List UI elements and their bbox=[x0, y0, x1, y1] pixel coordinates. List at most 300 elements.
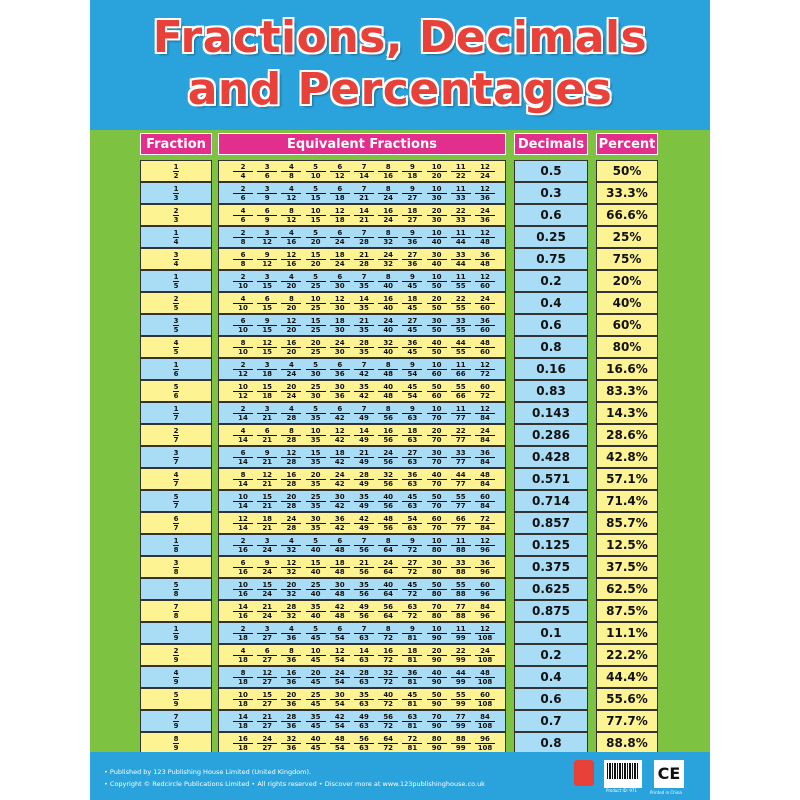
equivalent-fraction: $\frac{14}{49}$ bbox=[354, 427, 374, 444]
equivalent-fraction: $\frac{50}{60}$ bbox=[427, 383, 447, 400]
equivalent-fraction: $\frac{10}{12}$ bbox=[233, 383, 253, 400]
equivalent-fraction: $\frac{16}{40}$ bbox=[378, 295, 398, 312]
equivalent-fractions-cell bbox=[218, 292, 506, 314]
equivalent-fraction: $\frac{4}{20}$ bbox=[281, 273, 301, 290]
equivalent-fraction: $\frac{40}{64}$ bbox=[378, 581, 398, 598]
equivalent-fraction: $\frac{10}{30}$ bbox=[427, 185, 447, 202]
equivalent-fraction: $\frac{4}{16}$ bbox=[281, 229, 301, 246]
percent-cell: 60% bbox=[596, 314, 658, 336]
fraction-cell bbox=[140, 270, 212, 292]
decimal-cell: 0.125 bbox=[514, 534, 588, 556]
equivalent-fraction: $\frac{4}{32}$ bbox=[281, 537, 301, 554]
base-fraction: $\frac{7}{8}$ bbox=[173, 603, 179, 620]
equivalent-fraction: $\frac{30}{40}$ bbox=[427, 251, 447, 268]
equivalent-fraction: $\frac{7}{56}$ bbox=[354, 537, 374, 554]
equivalent-fraction: $\frac{2}{18}$ bbox=[233, 625, 253, 642]
equivalent-fraction: $\frac{55}{66}$ bbox=[451, 383, 471, 400]
table-row bbox=[140, 160, 658, 182]
equivalent-fractions-cell bbox=[218, 270, 506, 292]
equivalent-fraction: $\frac{16}{18}$ bbox=[233, 735, 253, 752]
equivalent-fraction: $\frac{4}{36}$ bbox=[281, 625, 301, 642]
equivalent-fraction: $\frac{9}{36}$ bbox=[402, 229, 422, 246]
equivalent-fraction: $\frac{10}{90}$ bbox=[427, 625, 447, 642]
equivalent-fraction: $\frac{36}{63}$ bbox=[402, 471, 422, 488]
equivalent-fraction: $\frac{10}{25}$ bbox=[306, 295, 326, 312]
equivalent-fraction: $\frac{22}{99}$ bbox=[451, 647, 471, 664]
equivalent-fraction: $\frac{28}{35}$ bbox=[354, 339, 374, 356]
title-line-2: and Percentages bbox=[187, 64, 613, 115]
equivalent-fraction: $\frac{6}{18}$ bbox=[330, 185, 350, 202]
equivalent-fraction: $\frac{7}{42}$ bbox=[354, 361, 374, 378]
equivalent-fraction: $\frac{15}{21}$ bbox=[257, 493, 277, 510]
equivalent-fraction: $\frac{11}{66}$ bbox=[451, 361, 471, 378]
decimal-cell: 0.875 bbox=[514, 600, 588, 622]
percent-cell: 22.2% bbox=[596, 644, 658, 666]
equivalent-fractions-cell bbox=[218, 666, 506, 688]
fraction-cell bbox=[140, 204, 212, 226]
base-fraction: $\frac{1}{4}$ bbox=[173, 229, 179, 246]
equivalent-fraction: $\frac{24}{60}$ bbox=[475, 295, 495, 312]
equivalent-fraction: $\frac{24}{32}$ bbox=[378, 251, 398, 268]
equivalent-fraction: $\frac{32}{72}$ bbox=[378, 669, 398, 686]
fraction-cell bbox=[140, 402, 212, 424]
equivalent-fraction: $\frac{7}{28}$ bbox=[354, 229, 374, 246]
equivalent-fraction: $\frac{35}{45}$ bbox=[306, 713, 326, 730]
table-row bbox=[140, 446, 658, 468]
equivalent-fraction: $\frac{60}{96}$ bbox=[475, 581, 495, 598]
decimal-cell: 0.6 bbox=[514, 688, 588, 710]
equivalent-fraction: $\frac{4}{10}$ bbox=[233, 295, 253, 312]
equivalent-fraction: $\frac{24}{42}$ bbox=[330, 471, 350, 488]
equivalent-fraction: $\frac{12}{24}$ bbox=[475, 163, 495, 180]
equivalent-fraction: $\frac{5}{20}$ bbox=[306, 229, 326, 246]
equivalent-fraction: $\frac{42}{48}$ bbox=[330, 603, 350, 620]
percent-cell: 87.5% bbox=[596, 600, 658, 622]
equivalent-fraction: $\frac{20}{50}$ bbox=[427, 295, 447, 312]
base-fraction: $\frac{8}{9}$ bbox=[173, 735, 179, 752]
equivalent-fraction: $\frac{55}{99}$ bbox=[451, 691, 471, 708]
equivalent-fraction: $\frac{96}{108}$ bbox=[475, 735, 495, 752]
equivalent-fraction: $\frac{4}{14}$ bbox=[233, 427, 253, 444]
fraction-cell bbox=[140, 512, 212, 534]
equivalent-fraction: $\frac{4}{24}$ bbox=[281, 361, 301, 378]
equivalent-fraction: $\frac{50}{80}$ bbox=[427, 581, 447, 598]
equivalent-fraction: $\frac{8}{48}$ bbox=[378, 361, 398, 378]
equivalent-fraction: $\frac{12}{96}$ bbox=[475, 537, 495, 554]
equivalent-fraction: $\frac{25}{35}$ bbox=[306, 493, 326, 510]
base-fraction: $\frac{5}{8}$ bbox=[173, 581, 179, 598]
equivalent-fraction: $\frac{20}{35}$ bbox=[306, 471, 326, 488]
equivalent-fraction: $\frac{36}{60}$ bbox=[475, 317, 495, 334]
percent-cell: 28.6% bbox=[596, 424, 658, 446]
percent-cell: 42.8% bbox=[596, 446, 658, 468]
equivalent-fraction: $\frac{12}{20}$ bbox=[281, 317, 301, 334]
percent-cell: 71.4% bbox=[596, 490, 658, 512]
decimal-cell: 0.8 bbox=[514, 336, 588, 358]
equivalent-fraction: $\frac{21}{24}$ bbox=[257, 603, 277, 620]
equivalent-fraction: $\frac{10}{20}$ bbox=[427, 163, 447, 180]
percent-cell: 14.3% bbox=[596, 402, 658, 424]
equivalent-fraction: $\frac{15}{20}$ bbox=[306, 251, 326, 268]
fractions-table bbox=[140, 133, 658, 750]
equivalent-fraction: $\frac{6}{27}$ bbox=[257, 647, 277, 664]
equivalent-fraction: $\frac{14}{16}$ bbox=[233, 603, 253, 620]
equivalent-fraction: $\frac{35}{56}$ bbox=[354, 581, 374, 598]
fraction-cell bbox=[140, 226, 212, 248]
base-fraction: $\frac{1}{7}$ bbox=[173, 405, 179, 422]
equivalent-fraction: $\frac{10}{14}$ bbox=[233, 493, 253, 510]
base-fraction: $\frac{3}{4}$ bbox=[173, 251, 179, 268]
percent-cell: 37.5% bbox=[596, 556, 658, 578]
fraction-cell bbox=[140, 248, 212, 270]
equivalent-fraction: $\frac{4}{6}$ bbox=[233, 207, 253, 224]
equivalent-fractions-cell bbox=[218, 710, 506, 732]
percent-cell: 83.3% bbox=[596, 380, 658, 402]
table-row bbox=[140, 710, 658, 732]
equivalent-fraction: $\frac{6}{21}$ bbox=[257, 427, 277, 444]
equivalent-fraction: $\frac{14}{35}$ bbox=[354, 295, 374, 312]
equivalent-fraction: $\frac{15}{40}$ bbox=[306, 559, 326, 576]
equivalent-fraction: $\frac{60}{84}$ bbox=[475, 493, 495, 510]
equivalent-fraction: $\frac{50}{90}$ bbox=[427, 691, 447, 708]
base-fraction: $\frac{4}{5}$ bbox=[173, 339, 179, 356]
equivalent-fraction: $\frac{30}{42}$ bbox=[330, 493, 350, 510]
equivalent-fraction: $\frac{30}{54}$ bbox=[330, 691, 350, 708]
equivalent-fraction: $\frac{4}{18}$ bbox=[233, 647, 253, 664]
equivalent-fraction: $\frac{22}{33}$ bbox=[451, 207, 471, 224]
equivalent-fraction: $\frac{28}{32}$ bbox=[281, 603, 301, 620]
equivalent-fraction: $\frac{6}{24}$ bbox=[330, 229, 350, 246]
fraction-cell bbox=[140, 292, 212, 314]
equivalent-fraction: $\frac{40}{90}$ bbox=[427, 669, 447, 686]
equivalent-fraction: $\frac{24}{30}$ bbox=[330, 339, 350, 356]
equivalent-fraction: $\frac{6}{8}$ bbox=[233, 251, 253, 268]
equivalent-fraction: $\frac{2}{4}$ bbox=[233, 163, 253, 180]
table-row bbox=[140, 204, 658, 226]
equivalent-fractions-cell bbox=[218, 600, 506, 622]
equivalent-fraction: $\frac{12}{16}$ bbox=[281, 251, 301, 268]
equivalent-fractions-cell bbox=[218, 490, 506, 512]
equivalent-fraction: $\frac{32}{36}$ bbox=[281, 735, 301, 752]
equivalent-fraction: $\frac{9}{72}$ bbox=[402, 537, 422, 554]
equivalent-fraction: $\frac{21}{27}$ bbox=[257, 713, 277, 730]
equivalent-fractions-cell bbox=[218, 534, 506, 556]
equivalent-fractions-cell bbox=[218, 380, 506, 402]
equivalent-fraction: $\frac{20}{28}$ bbox=[281, 493, 301, 510]
equivalent-fraction: $\frac{20}{45}$ bbox=[306, 669, 326, 686]
equivalent-fraction: $\frac{10}{40}$ bbox=[427, 229, 447, 246]
equivalent-fraction: $\frac{20}{24}$ bbox=[281, 383, 301, 400]
equivalent-fraction: $\frac{40}{70}$ bbox=[427, 471, 447, 488]
equivalent-fraction: $\frac{9}{21}$ bbox=[257, 449, 277, 466]
equivalent-fraction: $\frac{28}{36}$ bbox=[281, 713, 301, 730]
equivalent-fraction: $\frac{8}{16}$ bbox=[378, 163, 398, 180]
equivalent-fraction: $\frac{28}{63}$ bbox=[354, 669, 374, 686]
percent-cell: 62.5% bbox=[596, 578, 658, 600]
equivalent-fraction: $\frac{6}{12}$ bbox=[330, 163, 350, 180]
equivalent-fractions-cell bbox=[218, 732, 506, 754]
equivalent-fraction: $\frac{24}{84}$ bbox=[475, 427, 495, 444]
equivalent-fraction: $\frac{10}{35}$ bbox=[306, 427, 326, 444]
equivalent-fraction: $\frac{6}{42}$ bbox=[330, 405, 350, 422]
equivalent-fraction: $\frac{7}{63}$ bbox=[354, 625, 374, 642]
equivalent-fraction: $\frac{10}{80}$ bbox=[427, 537, 447, 554]
equivalent-fractions-cell bbox=[218, 314, 506, 336]
base-fraction: $\frac{1}{3}$ bbox=[173, 185, 179, 202]
equivalent-fraction: $\frac{24}{108}$ bbox=[475, 647, 495, 664]
equivalent-fraction: $\frac{8}{64}$ bbox=[378, 537, 398, 554]
decimal-cell: 0.375 bbox=[514, 556, 588, 578]
equivalent-fraction: $\frac{33}{77}$ bbox=[451, 449, 471, 466]
fraction-cell bbox=[140, 644, 212, 666]
equivalent-fraction: $\frac{12}{48}$ bbox=[475, 229, 495, 246]
percent-cell: 55.6% bbox=[596, 688, 658, 710]
equivalent-fraction: $\frac{6}{36}$ bbox=[330, 361, 350, 378]
base-fraction: $\frac{6}{7}$ bbox=[173, 515, 179, 532]
equivalent-fraction: $\frac{12}{21}$ bbox=[257, 471, 277, 488]
equivalent-fraction: $\frac{30}{36}$ bbox=[330, 383, 350, 400]
decimal-cell: 0.625 bbox=[514, 578, 588, 600]
percent-cell: 44.4% bbox=[596, 666, 658, 688]
equivalent-fraction: $\frac{49}{63}$ bbox=[354, 713, 374, 730]
equivalent-fraction: $\frac{42}{49}$ bbox=[354, 515, 374, 532]
equivalent-fraction: $\frac{9}{12}$ bbox=[257, 251, 277, 268]
base-fraction: $\frac{2}{9}$ bbox=[173, 647, 179, 664]
equivalent-fraction: $\frac{88}{99}$ bbox=[451, 735, 471, 752]
table-row bbox=[140, 358, 658, 380]
table-row bbox=[140, 688, 658, 710]
equivalent-fraction: $\frac{15}{35}$ bbox=[306, 449, 326, 466]
equivalent-fraction: $\frac{12}{84}$ bbox=[475, 405, 495, 422]
equivalent-fraction: $\frac{5}{35}$ bbox=[306, 405, 326, 422]
equivalent-fraction: $\frac{33}{55}$ bbox=[451, 317, 471, 334]
base-fraction: $\frac{1}{9}$ bbox=[173, 625, 179, 642]
base-fraction: $\frac{1}{6}$ bbox=[173, 361, 179, 378]
copyright-note: • Copyright © Redcircle Publications Limited • All rights reserved • Discover more at www.123publishinghouse.co.uk bbox=[104, 780, 485, 788]
table-row bbox=[140, 380, 658, 402]
equivalent-fraction: $\frac{16}{72}$ bbox=[378, 647, 398, 664]
equivalent-fraction: $\frac{40}{56}$ bbox=[378, 493, 398, 510]
equivalent-fraction: $\frac{22}{55}$ bbox=[451, 295, 471, 312]
equivalent-fraction: $\frac{84}{108}$ bbox=[475, 713, 495, 730]
table-row bbox=[140, 270, 658, 292]
table-row bbox=[140, 622, 658, 644]
decimal-cell: 0.143 bbox=[514, 402, 588, 424]
decimal-cell: 0.16 bbox=[514, 358, 588, 380]
fraction-cell bbox=[140, 710, 212, 732]
equivalent-fraction: $\frac{8}{36}$ bbox=[281, 647, 301, 664]
equivalent-fraction: $\frac{30}{50}$ bbox=[427, 317, 447, 334]
fraction-cell bbox=[140, 490, 212, 512]
decimal-cell: 0.75 bbox=[514, 248, 588, 270]
percent-cell: 11.1% bbox=[596, 622, 658, 644]
equivalent-fraction: $\frac{60}{108}$ bbox=[475, 691, 495, 708]
equivalent-fraction: $\frac{5}{15}$ bbox=[306, 185, 326, 202]
equivalent-fractions-cell bbox=[218, 204, 506, 226]
equivalent-fraction: $\frac{3}{12}$ bbox=[257, 229, 277, 246]
equivalent-fraction: $\frac{12}{18}$ bbox=[330, 207, 350, 224]
equivalent-fraction: $\frac{2}{8}$ bbox=[233, 229, 253, 246]
equivalent-fraction: $\frac{12}{54}$ bbox=[330, 647, 350, 664]
equivalent-fraction: $\frac{36}{45}$ bbox=[402, 339, 422, 356]
equivalent-fraction: $\frac{18}{45}$ bbox=[402, 295, 422, 312]
table-row bbox=[140, 468, 658, 490]
equivalent-fraction: $\frac{25}{30}$ bbox=[306, 383, 326, 400]
equivalent-fraction: $\frac{30}{70}$ bbox=[427, 449, 447, 466]
equivalent-fractions-cell bbox=[218, 248, 506, 270]
equivalent-fraction: $\frac{8}{28}$ bbox=[281, 427, 301, 444]
equivalent-fraction: $\frac{12}{28}$ bbox=[281, 449, 301, 466]
equivalent-fraction: $\frac{9}{27}$ bbox=[402, 185, 422, 202]
equivalent-fraction: $\frac{18}{63}$ bbox=[402, 427, 422, 444]
fraction-cell bbox=[140, 468, 212, 490]
base-fraction: $\frac{5}{9}$ bbox=[173, 691, 179, 708]
equivalent-fraction: $\frac{27}{45}$ bbox=[402, 317, 422, 334]
equivalent-fraction: $\frac{6}{15}$ bbox=[257, 295, 277, 312]
equivalent-fraction: $\frac{27}{63}$ bbox=[402, 449, 422, 466]
equivalent-fraction: $\frac{18}{30}$ bbox=[330, 317, 350, 334]
equivalent-fraction: $\frac{20}{25}$ bbox=[306, 339, 326, 356]
equivalent-fraction: $\frac{3}{27}$ bbox=[257, 625, 277, 642]
equivalent-fraction: $\frac{15}{18}$ bbox=[257, 383, 277, 400]
equivalent-fraction: $\frac{18}{24}$ bbox=[330, 251, 350, 268]
equivalent-fraction: $\frac{10}{16}$ bbox=[233, 581, 253, 598]
equivalent-fraction: $\frac{11}{77}$ bbox=[451, 405, 471, 422]
equivalent-fraction: $\frac{10}{60}$ bbox=[427, 361, 447, 378]
equivalent-fraction: $\frac{30}{48}$ bbox=[330, 581, 350, 598]
equivalent-fractions-cell bbox=[218, 468, 506, 490]
decimal-cell: 0.83 bbox=[514, 380, 588, 402]
equivalent-fraction: $\frac{6}{10}$ bbox=[233, 317, 253, 334]
equivalent-fractions-cell bbox=[218, 622, 506, 644]
equivalent-fraction: $\frac{55}{77}$ bbox=[451, 493, 471, 510]
fraction-cell bbox=[140, 380, 212, 402]
table-row bbox=[140, 644, 658, 666]
base-fraction: $\frac{4}{9}$ bbox=[173, 669, 179, 686]
fraction-cell bbox=[140, 578, 212, 600]
equivalent-fraction: $\frac{45}{63}$ bbox=[402, 493, 422, 510]
equivalent-fraction: $\frac{56}{72}$ bbox=[378, 713, 398, 730]
equivalent-fraction: $\frac{20}{90}$ bbox=[427, 647, 447, 664]
equivalent-fraction: $\frac{48}{84}$ bbox=[475, 471, 495, 488]
equivalent-fraction: $\frac{5}{40}$ bbox=[306, 537, 326, 554]
base-fraction: $\frac{2}{5}$ bbox=[173, 295, 179, 312]
equivalent-fraction: $\frac{22}{77}$ bbox=[451, 427, 471, 444]
equivalent-fraction: $\frac{64}{72}$ bbox=[378, 735, 398, 752]
equivalent-fraction: $\frac{18}{81}$ bbox=[402, 647, 422, 664]
equivalent-fraction: $\frac{15}{24}$ bbox=[257, 581, 277, 598]
table-row bbox=[140, 226, 658, 248]
table-row bbox=[140, 402, 658, 424]
equivalent-fraction: $\frac{48}{60}$ bbox=[475, 339, 495, 356]
percent-cell: 57.1% bbox=[596, 468, 658, 490]
product-code: Product ID: 971 bbox=[606, 788, 637, 793]
equivalent-fraction: $\frac{11}{33}$ bbox=[451, 185, 471, 202]
equivalent-fraction: $\frac{48}{56}$ bbox=[378, 515, 398, 532]
base-fraction: $\frac{1}{5}$ bbox=[173, 273, 179, 290]
equivalent-fraction: $\frac{30}{35}$ bbox=[306, 515, 326, 532]
equivalent-fraction: $\frac{8}{20}$ bbox=[281, 295, 301, 312]
equivalent-fractions-cell bbox=[218, 402, 506, 424]
equivalent-fraction: $\frac{12}{14}$ bbox=[233, 515, 253, 532]
percent-cell: 75% bbox=[596, 248, 658, 270]
fraction-cell bbox=[140, 160, 212, 182]
equivalent-fraction: $\frac{36}{48}$ bbox=[475, 251, 495, 268]
percent-cell: 25% bbox=[596, 226, 658, 248]
percent-cell: 80% bbox=[596, 336, 658, 358]
equivalent-fraction: $\frac{20}{30}$ bbox=[427, 207, 447, 224]
table-row bbox=[140, 534, 658, 556]
equivalent-fraction: $\frac{8}{56}$ bbox=[378, 405, 398, 422]
barcode-icon bbox=[604, 760, 642, 788]
equivalent-fraction: $\frac{30}{80}$ bbox=[427, 559, 447, 576]
equivalent-fraction: $\frac{3}{18}$ bbox=[257, 361, 277, 378]
origin-note: Printed in China bbox=[650, 790, 682, 795]
fraction-cell bbox=[140, 556, 212, 578]
equivalent-fraction: $\frac{42}{54}$ bbox=[330, 713, 350, 730]
equivalent-fraction: $\frac{12}{36}$ bbox=[475, 185, 495, 202]
equivalent-fraction: $\frac{7}{35}$ bbox=[354, 273, 374, 290]
equivalent-fraction: $\frac{44}{77}$ bbox=[451, 471, 471, 488]
equivalent-fraction: $\frac{21}{49}$ bbox=[354, 449, 374, 466]
equivalent-fractions-cell bbox=[218, 644, 506, 666]
equivalent-fraction: $\frac{36}{84}$ bbox=[475, 449, 495, 466]
equivalent-fraction: $\frac{8}{32}$ bbox=[378, 229, 398, 246]
fraction-cell bbox=[140, 182, 212, 204]
equivalent-fraction: $\frac{18}{48}$ bbox=[330, 559, 350, 576]
decimal-cell: 0.6 bbox=[514, 314, 588, 336]
equivalent-fraction: $\frac{12}{60}$ bbox=[475, 273, 495, 290]
equivalent-fraction: $\frac{2}{6}$ bbox=[233, 185, 253, 202]
equivalent-fraction: $\frac{24}{40}$ bbox=[378, 317, 398, 334]
equivalent-fractions-cell bbox=[218, 424, 506, 446]
equivalent-fraction: $\frac{35}{40}$ bbox=[306, 603, 326, 620]
decimal-cell: 0.4 bbox=[514, 666, 588, 688]
equivalent-fraction: $\frac{25}{45}$ bbox=[306, 691, 326, 708]
equivalent-fraction: $\frac{14}{18}$ bbox=[233, 713, 253, 730]
equivalent-fraction: $\frac{15}{25}$ bbox=[306, 317, 326, 334]
equivalent-fractions-cell bbox=[218, 556, 506, 578]
equivalent-fraction: $\frac{16}{24}$ bbox=[378, 207, 398, 224]
equivalent-fraction: $\frac{8}{12}$ bbox=[281, 207, 301, 224]
table-row bbox=[140, 732, 658, 754]
equivalent-fraction: $\frac{33}{44}$ bbox=[451, 251, 471, 268]
fraction-cell bbox=[140, 446, 212, 468]
equivalent-fraction: $\frac{77}{99}$ bbox=[451, 713, 471, 730]
equivalent-fraction: $\frac{16}{28}$ bbox=[281, 471, 301, 488]
equivalent-fraction: $\frac{24}{36}$ bbox=[475, 207, 495, 224]
decimal-cell: 0.5 bbox=[514, 160, 588, 182]
equivalent-fraction: $\frac{44}{55}$ bbox=[451, 339, 471, 356]
equivalent-fraction: $\frac{4}{8}$ bbox=[281, 163, 301, 180]
equivalent-fraction: $\frac{66}{77}$ bbox=[451, 515, 471, 532]
equivalent-fraction: $\frac{5}{25}$ bbox=[306, 273, 326, 290]
table-row bbox=[140, 424, 658, 446]
equivalent-fraction: $\frac{12}{30}$ bbox=[330, 295, 350, 312]
equivalent-fraction: $\frac{2}{16}$ bbox=[233, 537, 253, 554]
equivalent-fraction: $\frac{60}{70}$ bbox=[427, 515, 447, 532]
equivalent-fraction: $\frac{33}{88}$ bbox=[451, 559, 471, 576]
equivalent-fraction: $\frac{5}{45}$ bbox=[306, 625, 326, 642]
base-fraction: $\frac{3}{5}$ bbox=[173, 317, 179, 334]
table-row bbox=[140, 182, 658, 204]
equivalent-fraction: $\frac{72}{81}$ bbox=[402, 735, 422, 752]
base-fraction: $\frac{3}{7}$ bbox=[173, 449, 179, 466]
equivalent-fraction: $\frac{56}{64}$ bbox=[378, 603, 398, 620]
equivalent-fraction: $\frac{45}{54}$ bbox=[402, 383, 422, 400]
percent-cell: 16.6% bbox=[596, 358, 658, 380]
equivalent-fraction: $\frac{14}{21}$ bbox=[354, 207, 374, 224]
